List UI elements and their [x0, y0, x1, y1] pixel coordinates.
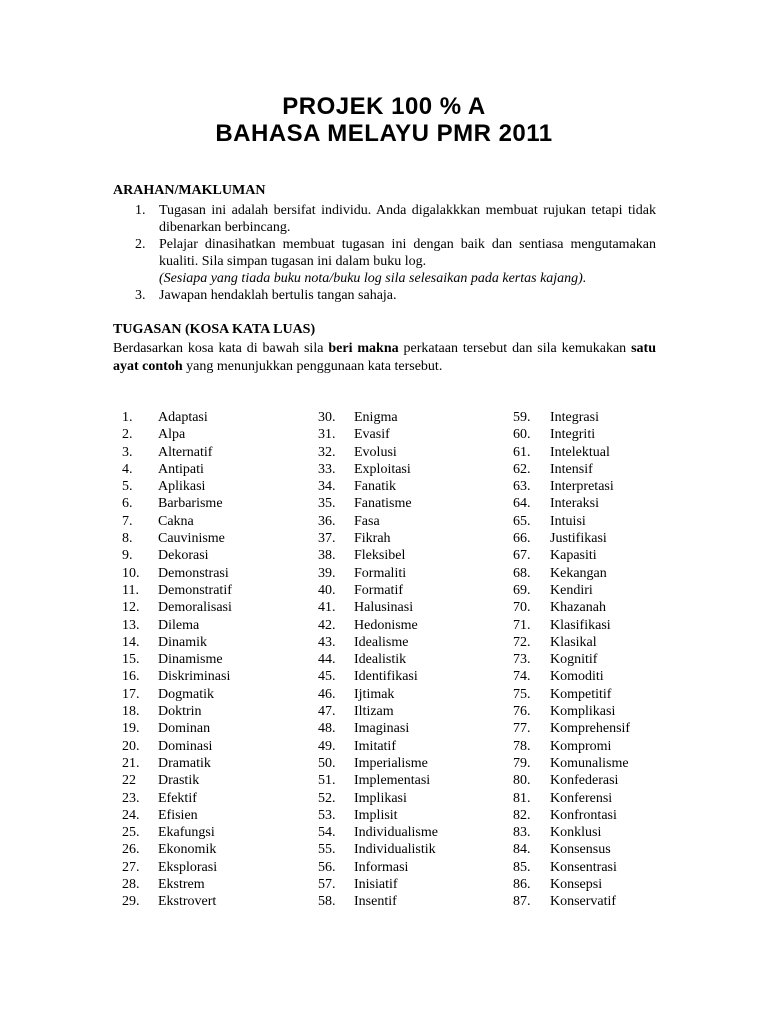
item-number: 79. [513, 755, 531, 771]
vocabulary-word: Integrasi [550, 410, 599, 425]
item-number: 56. [318, 859, 336, 875]
item-number: 8. [122, 531, 133, 547]
item-number: 75. [513, 686, 531, 702]
item-number: 34. [318, 479, 336, 495]
vocabulary-word: Justifikasi [550, 531, 607, 547]
item-number: 35. [318, 496, 336, 512]
item-number: 54. [318, 825, 336, 841]
vocabulary-word: Drastik [158, 773, 200, 789]
vocabulary-word: Individualisme [354, 825, 438, 841]
vocabulary-word: Individualistik [354, 842, 436, 858]
vocabulary-word: Dogmatik [158, 686, 214, 702]
item-number: 68. [513, 565, 531, 581]
vocabulary-word: Demonstratif [158, 582, 232, 598]
item-number: 85. [513, 859, 531, 875]
item-number: 66. [513, 531, 531, 547]
vocabulary-word: Formatif [354, 582, 403, 598]
vocabulary-word: Dilema [158, 617, 200, 633]
item-number: 7. [122, 513, 133, 529]
item-number: 40. [318, 582, 336, 598]
item-number: 72. [513, 634, 531, 650]
item-number: 69. [513, 582, 531, 598]
vocabulary-word: Alpa [158, 427, 186, 443]
vocabulary-word: Fanatisme [354, 496, 412, 512]
item-number: 3. [122, 444, 133, 460]
instruction-note: (Sesiapa yang tiada buku nota/buku log sila selesaikan pada kertas kajang). [159, 271, 587, 286]
vocabulary-word: Iltizam [354, 704, 394, 720]
vocabulary-word: Komplikasi [550, 704, 616, 720]
task-text: perkataan tersebut dan sila kemukakan [398, 341, 632, 356]
item-number: 45. [318, 669, 336, 685]
item-number: 21. [122, 755, 140, 771]
vocabulary-word: Konsepsi [550, 877, 603, 893]
document-subtitle: BAHASA MELAYU PMR 2011 [215, 120, 553, 147]
item-number: 55. [318, 842, 336, 858]
vocabulary-word: Inisiatif [354, 877, 398, 893]
item-number: 46. [318, 686, 336, 702]
vocabulary-word: Konsentrasi [550, 859, 617, 875]
instruction-item [113, 236, 656, 287]
item-number: 52. [318, 790, 336, 806]
vocabulary-word: Imaginasi [354, 721, 410, 737]
vocabulary-word: Intelektual [550, 444, 610, 460]
item-number: 31. [318, 427, 336, 443]
vocabulary-word: Cakna [158, 513, 194, 529]
vocabulary-word: Informasi [354, 859, 409, 875]
item-number: 5. [122, 479, 133, 495]
vocabulary-word: Insentif [354, 894, 397, 910]
item-number: 27. [122, 859, 140, 875]
task-text: yang menunjukkan penggunaan kata tersebut. [182, 359, 443, 374]
item-number: 20. [122, 738, 140, 754]
vocabulary-word: Alternatif [158, 444, 213, 460]
item-number: 49. [318, 738, 336, 754]
vocabulary-word: Konservatif [550, 894, 617, 910]
vocabulary-word: Evasif [354, 427, 390, 443]
vocabulary-word: Evolusi [354, 444, 397, 460]
vocabulary-word: Efisien [158, 807, 198, 823]
vocabulary-word: Kompromi [550, 738, 612, 754]
item-number: 51. [318, 773, 336, 789]
vocabulary-word: Kekangan [550, 565, 607, 581]
instruction-text: Pelajar dinasihatkan membuat tugasan ini dengan baik dan sentiasa mengutamakan kualiti. Sila simpan tugasan ini dalam buku log. [159, 237, 656, 269]
vocabulary-word: Formaliti [354, 565, 407, 581]
item-number: 84. [513, 842, 531, 858]
item-number: 26. [122, 842, 140, 858]
item-number: 2. [122, 427, 133, 443]
vocabulary-word: Exploitasi [354, 461, 411, 477]
vocabulary-word: Diskriminasi [158, 669, 231, 685]
vocabulary-word: Implementasi [354, 773, 431, 789]
instruction-number: 1. [135, 203, 146, 218]
vocabulary-word: Fleksibel [354, 548, 406, 564]
vocabulary-word: Klasikal [550, 634, 597, 650]
item-number: 22 [122, 773, 136, 789]
item-number: 48. [318, 721, 336, 737]
item-number: 71. [513, 617, 531, 633]
vocabulary-word: Dramatik [158, 755, 211, 771]
item-number: 10. [122, 565, 140, 581]
item-number: 47. [318, 704, 336, 720]
item-number: 15. [122, 652, 140, 668]
item-number: 80. [513, 773, 531, 789]
vocabulary-word: Kompetitif [550, 686, 612, 702]
vocabulary-word: Klasifikasi [550, 617, 611, 633]
item-number: 42. [318, 617, 336, 633]
item-number: 41. [318, 600, 336, 616]
item-number: 9. [122, 548, 133, 564]
item-number: 59. [513, 410, 531, 425]
vocabulary-word: Adaptasi [158, 410, 208, 425]
vocabulary-word: Ekonomik [158, 842, 217, 858]
vocabulary-word: Konsensus [550, 842, 611, 858]
item-number: 82. [513, 807, 531, 823]
item-number: 81. [513, 790, 531, 806]
task-description [113, 340, 656, 376]
item-number: 65. [513, 513, 531, 529]
item-number: 25. [122, 825, 140, 841]
vocabulary-word: Doktrin [158, 704, 202, 720]
vocabulary-word: Intensif [550, 461, 593, 477]
vocabulary-word: Aplikasi [158, 479, 206, 495]
instructions-list [113, 202, 656, 304]
instruction-text: Jawapan hendaklah bertulis tangan sahaja. [159, 288, 397, 303]
item-number: 78. [513, 738, 531, 754]
item-number: 11. [122, 582, 139, 598]
instruction-item [113, 202, 656, 236]
vocabulary-word: Dinamik [158, 634, 207, 650]
item-number: 63. [513, 479, 531, 495]
vocabulary-word: Imitatif [354, 738, 396, 754]
vocabulary-word: Eksplorasi [158, 859, 218, 875]
item-number: 62. [513, 461, 531, 477]
item-number: 13. [122, 617, 140, 633]
item-number: 76. [513, 704, 531, 720]
item-number: 74. [513, 669, 531, 685]
instruction-item [113, 287, 656, 304]
document-title: PROJEK 100 % A [282, 93, 486, 120]
vocabulary-word: Interpretasi [550, 479, 614, 495]
task-text: Berdasarkan kosa kata di bawah sila [113, 341, 329, 356]
vocabulary-word: Konklusi [550, 825, 602, 841]
item-number: 67. [513, 548, 531, 564]
task-emphasis: satu ayat contoh [113, 341, 656, 374]
item-number: 50. [318, 755, 336, 771]
vocabulary-word: Konfederasi [550, 773, 619, 789]
item-number: 23. [122, 790, 140, 806]
vocabulary-word: Idealistik [354, 652, 407, 668]
item-number: 44. [318, 652, 336, 668]
vocabulary-word: Dinamisme [158, 652, 223, 668]
vocabulary-word: Konfrontasi [550, 807, 617, 823]
vocabulary-word: Integriti [550, 427, 596, 443]
vocabulary-word: Demoralisasi [158, 600, 232, 616]
item-number: 30. [318, 410, 336, 425]
vocabulary-word: Ekstrem [158, 877, 205, 893]
vocabulary-word: Halusinasi [354, 600, 414, 616]
vocabulary-word: Dominasi [158, 738, 213, 754]
vocabulary-word: Komprehensif [550, 721, 631, 737]
item-number: 38. [318, 548, 336, 564]
vocabulary-word: Komoditi [550, 669, 604, 685]
vocabulary-word: Fanatik [354, 479, 396, 495]
vocabulary-word: Fikrah [354, 531, 391, 547]
item-number: 86. [513, 877, 531, 893]
item-number: 77. [513, 721, 531, 737]
vocabulary-word: Barbarisme [158, 496, 223, 512]
vocabulary-word: Ekafungsi [158, 825, 215, 841]
instruction-text: Tugasan ini adalah bersifat individu. Anda digalakkkan membuat rujukan tetapi tidak dibenarkan berbincang. [159, 203, 656, 235]
item-number: 6. [122, 496, 133, 512]
item-number: 37. [318, 531, 336, 547]
task-emphasis: beri makna [328, 341, 399, 356]
item-number: 43. [318, 634, 336, 650]
vocabulary-word: Demonstrasi [158, 565, 229, 581]
vocabulary-word: Konferensi [550, 790, 613, 806]
vocabulary-word: Komunalisme [550, 755, 629, 771]
task-heading: TUGASAN (KOSA KATA LUAS) [113, 322, 316, 337]
vocabulary-word: Dekorasi [158, 548, 209, 564]
item-number: 87. [513, 894, 531, 910]
item-number: 16. [122, 669, 140, 685]
vocabulary-word: Kapasiti [550, 548, 597, 564]
item-number: 36. [318, 513, 336, 529]
item-number: 60. [513, 427, 531, 443]
instruction-number: 2. [135, 237, 146, 252]
vocabulary-word: Idealisme [354, 634, 409, 650]
vocabulary-word: Antipati [158, 461, 204, 477]
vocabulary-word: Dominan [158, 721, 211, 737]
item-number: 14. [122, 634, 140, 650]
vocabulary-word: Imperialisme [354, 755, 428, 771]
item-number: 29. [122, 894, 140, 910]
vocabulary-word: Cauvinisme [158, 531, 225, 547]
vocabulary-word: Intuisi [550, 513, 586, 529]
vocabulary-word: Khazanah [550, 600, 606, 616]
item-number: 58. [318, 894, 336, 910]
vocabulary-word: Ekstrovert [158, 894, 217, 910]
item-number: 4. [122, 461, 133, 477]
vocabulary-word: Efektif [158, 790, 197, 806]
item-number: 17. [122, 686, 140, 702]
item-number: 12. [122, 600, 140, 616]
vocabulary-word: Identifikasi [354, 669, 418, 685]
vocabulary-word: Kendiri [550, 582, 593, 598]
item-number: 64. [513, 496, 531, 512]
instruction-number: 3. [135, 288, 146, 303]
vocabulary-word: Hedonisme [354, 617, 418, 633]
vocabulary-word: Interaksi [550, 496, 599, 512]
item-number: 28. [122, 877, 140, 893]
vocabulary-word: Implisit [354, 807, 398, 823]
vocabulary-word: Implikasi [354, 790, 407, 806]
item-number: 83. [513, 825, 531, 841]
vocabulary-word: Kognitif [550, 652, 598, 668]
instructions-heading: ARAHAN/MAKLUMAN [113, 183, 266, 198]
item-number: 57. [318, 877, 336, 893]
vocabulary-word: Ijtimak [354, 686, 395, 702]
item-number: 73. [513, 652, 531, 668]
item-number: 53. [318, 807, 336, 823]
item-number: 24. [122, 807, 140, 823]
item-number: 1. [122, 410, 133, 425]
vocabulary-word: Fasa [354, 513, 380, 529]
item-number: 19. [122, 721, 140, 737]
item-number: 18. [122, 704, 140, 720]
item-number: 39. [318, 565, 336, 581]
item-number: 32. [318, 444, 336, 460]
item-number: 61. [513, 444, 531, 460]
vocabulary-word: Enigma [354, 410, 398, 425]
item-number: 33. [318, 461, 336, 477]
item-number: 70. [513, 600, 531, 616]
